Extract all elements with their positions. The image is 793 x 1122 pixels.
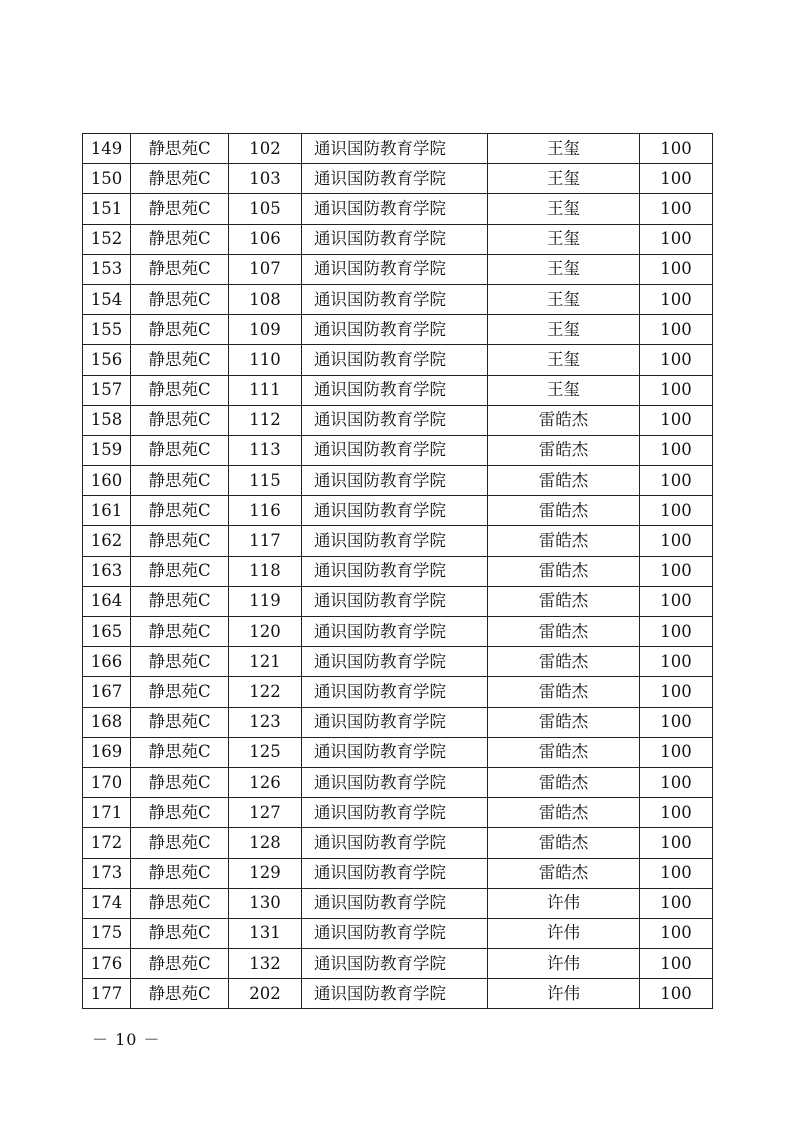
room-cell: 109 xyxy=(229,315,302,345)
table-row xyxy=(83,949,713,979)
building-cell: 静思苑C xyxy=(131,224,229,254)
college-cell: 通识国防教育学院 xyxy=(302,435,488,465)
score-cell: 100 xyxy=(640,677,713,707)
college-cell: 通识国防教育学院 xyxy=(302,828,488,858)
room-cell: 117 xyxy=(229,526,302,556)
building-cell: 静思苑C xyxy=(131,647,229,677)
building-cell: 静思苑C xyxy=(131,586,229,616)
score-cell: 100 xyxy=(640,918,713,948)
score-cell: 100 xyxy=(640,617,713,647)
row-number-cell: 168 xyxy=(83,707,131,737)
college-cell: 通识国防教育学院 xyxy=(302,556,488,586)
room-cell: 111 xyxy=(229,375,302,405)
person-cell: 雷皓杰 xyxy=(488,617,640,647)
score-cell: 100 xyxy=(640,164,713,194)
score-cell: 100 xyxy=(640,466,713,496)
table-row xyxy=(83,556,713,586)
room-cell: 128 xyxy=(229,828,302,858)
score-cell: 100 xyxy=(640,345,713,375)
room-cell: 116 xyxy=(229,496,302,526)
building-cell: 静思苑C xyxy=(131,315,229,345)
room-cell: 130 xyxy=(229,888,302,918)
person-cell: 王玺 xyxy=(488,254,640,284)
row-number-cell: 167 xyxy=(83,677,131,707)
table-body xyxy=(83,134,713,1009)
table-row xyxy=(83,858,713,888)
table-row xyxy=(83,647,713,677)
table-row xyxy=(83,888,713,918)
building-cell: 静思苑C xyxy=(131,526,229,556)
score-cell: 100 xyxy=(640,767,713,797)
row-number-cell: 161 xyxy=(83,496,131,526)
table-row xyxy=(83,798,713,828)
college-cell: 通识国防教育学院 xyxy=(302,284,488,314)
person-cell: 王玺 xyxy=(488,315,640,345)
score-cell: 100 xyxy=(640,194,713,224)
table-row xyxy=(83,375,713,405)
college-cell: 通识国防教育学院 xyxy=(302,586,488,616)
college-cell: 通识国防教育学院 xyxy=(302,647,488,677)
person-cell: 雷皓杰 xyxy=(488,586,640,616)
person-cell: 王玺 xyxy=(488,224,640,254)
score-cell: 100 xyxy=(640,737,713,767)
row-number-cell: 157 xyxy=(83,375,131,405)
building-cell: 静思苑C xyxy=(131,375,229,405)
score-cell: 100 xyxy=(640,979,713,1009)
inspection-table xyxy=(82,133,713,1009)
person-cell: 王玺 xyxy=(488,375,640,405)
table-row xyxy=(83,707,713,737)
room-cell: 126 xyxy=(229,767,302,797)
person-cell: 雷皓杰 xyxy=(488,858,640,888)
row-number-cell: 159 xyxy=(83,435,131,465)
room-cell: 112 xyxy=(229,405,302,435)
score-cell: 100 xyxy=(640,707,713,737)
college-cell: 通识国防教育学院 xyxy=(302,798,488,828)
table-row xyxy=(83,405,713,435)
table-row xyxy=(83,345,713,375)
room-cell: 118 xyxy=(229,556,302,586)
score-cell: 100 xyxy=(640,315,713,345)
person-cell: 雷皓杰 xyxy=(488,526,640,556)
row-number-cell: 156 xyxy=(83,345,131,375)
building-cell: 静思苑C xyxy=(131,677,229,707)
score-cell: 100 xyxy=(640,435,713,465)
college-cell: 通识国防教育学院 xyxy=(302,496,488,526)
college-cell: 通识国防教育学院 xyxy=(302,767,488,797)
person-cell: 雷皓杰 xyxy=(488,707,640,737)
building-cell: 静思苑C xyxy=(131,405,229,435)
row-number-cell: 163 xyxy=(83,556,131,586)
row-number-cell: 177 xyxy=(83,979,131,1009)
row-number-cell: 160 xyxy=(83,466,131,496)
college-cell: 通识国防教育学院 xyxy=(302,677,488,707)
person-cell: 许伟 xyxy=(488,949,640,979)
person-cell: 雷皓杰 xyxy=(488,767,640,797)
person-cell: 雷皓杰 xyxy=(488,737,640,767)
college-cell: 通识国防教育学院 xyxy=(302,194,488,224)
person-cell: 许伟 xyxy=(488,979,640,1009)
table-row xyxy=(83,526,713,556)
building-cell: 静思苑C xyxy=(131,737,229,767)
room-cell: 102 xyxy=(229,134,302,164)
row-number-cell: 152 xyxy=(83,224,131,254)
college-cell: 通识国防教育学院 xyxy=(302,979,488,1009)
score-cell: 100 xyxy=(640,405,713,435)
college-cell: 通识国防教育学院 xyxy=(302,254,488,284)
person-cell: 雷皓杰 xyxy=(488,496,640,526)
building-cell: 静思苑C xyxy=(131,284,229,314)
room-cell: 105 xyxy=(229,194,302,224)
person-cell: 王玺 xyxy=(488,194,640,224)
building-cell: 静思苑C xyxy=(131,617,229,647)
table-row xyxy=(83,828,713,858)
college-cell: 通识国防教育学院 xyxy=(302,617,488,647)
row-number-cell: 166 xyxy=(83,647,131,677)
row-number-cell: 155 xyxy=(83,315,131,345)
row-number-cell: 165 xyxy=(83,617,131,647)
table-row xyxy=(83,767,713,797)
person-cell: 雷皓杰 xyxy=(488,647,640,677)
college-cell: 通识国防教育学院 xyxy=(302,526,488,556)
room-cell: 122 xyxy=(229,677,302,707)
row-number-cell: 174 xyxy=(83,888,131,918)
score-cell: 100 xyxy=(640,858,713,888)
room-cell: 115 xyxy=(229,466,302,496)
score-cell: 100 xyxy=(640,556,713,586)
score-cell: 100 xyxy=(640,828,713,858)
college-cell: 通识国防教育学院 xyxy=(302,707,488,737)
building-cell: 静思苑C xyxy=(131,888,229,918)
building-cell: 静思苑C xyxy=(131,918,229,948)
row-number-cell: 175 xyxy=(83,918,131,948)
building-cell: 静思苑C xyxy=(131,979,229,1009)
college-cell: 通识国防教育学院 xyxy=(302,888,488,918)
room-cell: 123 xyxy=(229,707,302,737)
row-number-cell: 153 xyxy=(83,254,131,284)
building-cell: 静思苑C xyxy=(131,254,229,284)
table-row xyxy=(83,254,713,284)
table-row xyxy=(83,194,713,224)
building-cell: 静思苑C xyxy=(131,858,229,888)
building-cell: 静思苑C xyxy=(131,556,229,586)
room-cell: 113 xyxy=(229,435,302,465)
table-row xyxy=(83,677,713,707)
room-cell: 125 xyxy=(229,737,302,767)
college-cell: 通识国防教育学院 xyxy=(302,224,488,254)
room-cell: 119 xyxy=(229,586,302,616)
person-cell: 王玺 xyxy=(488,134,640,164)
building-cell: 静思苑C xyxy=(131,164,229,194)
building-cell: 静思苑C xyxy=(131,435,229,465)
table-row xyxy=(83,466,713,496)
score-cell: 100 xyxy=(640,798,713,828)
building-cell: 静思苑C xyxy=(131,194,229,224)
person-cell: 雷皓杰 xyxy=(488,798,640,828)
college-cell: 通识国防教育学院 xyxy=(302,315,488,345)
building-cell: 静思苑C xyxy=(131,466,229,496)
person-cell: 许伟 xyxy=(488,888,640,918)
table-row xyxy=(83,586,713,616)
score-cell: 100 xyxy=(640,134,713,164)
row-number-cell: 170 xyxy=(83,767,131,797)
score-cell: 100 xyxy=(640,888,713,918)
room-cell: 120 xyxy=(229,617,302,647)
college-cell: 通识国防教育学院 xyxy=(302,918,488,948)
college-cell: 通识国防教育学院 xyxy=(302,345,488,375)
table-row xyxy=(83,617,713,647)
room-cell: 110 xyxy=(229,345,302,375)
row-number-cell: 151 xyxy=(83,194,131,224)
table-row xyxy=(83,496,713,526)
college-cell: 通识国防教育学院 xyxy=(302,405,488,435)
room-cell: 121 xyxy=(229,647,302,677)
person-cell: 雷皓杰 xyxy=(488,677,640,707)
building-cell: 静思苑C xyxy=(131,767,229,797)
building-cell: 静思苑C xyxy=(131,496,229,526)
row-number-cell: 158 xyxy=(83,405,131,435)
score-cell: 100 xyxy=(640,586,713,616)
row-number-cell: 162 xyxy=(83,526,131,556)
score-cell: 100 xyxy=(640,254,713,284)
person-cell: 雷皓杰 xyxy=(488,405,640,435)
room-cell: 132 xyxy=(229,949,302,979)
row-number-cell: 169 xyxy=(83,737,131,767)
table-row xyxy=(83,315,713,345)
score-cell: 100 xyxy=(640,284,713,314)
building-cell: 静思苑C xyxy=(131,134,229,164)
building-cell: 静思苑C xyxy=(131,345,229,375)
row-number-cell: 164 xyxy=(83,586,131,616)
page-number: － 10 － xyxy=(92,1030,161,1049)
table-row xyxy=(83,224,713,254)
person-cell: 王玺 xyxy=(488,345,640,375)
table-row xyxy=(83,737,713,767)
score-cell: 100 xyxy=(640,375,713,405)
college-cell: 通识国防教育学院 xyxy=(302,858,488,888)
row-number-cell: 154 xyxy=(83,284,131,314)
person-cell: 雷皓杰 xyxy=(488,466,640,496)
college-cell: 通识国防教育学院 xyxy=(302,164,488,194)
score-cell: 100 xyxy=(640,224,713,254)
college-cell: 通识国防教育学院 xyxy=(302,375,488,405)
row-number-cell: 171 xyxy=(83,798,131,828)
person-cell: 许伟 xyxy=(488,918,640,948)
room-cell: 108 xyxy=(229,284,302,314)
building-cell: 静思苑C xyxy=(131,798,229,828)
college-cell: 通识国防教育学院 xyxy=(302,134,488,164)
building-cell: 静思苑C xyxy=(131,949,229,979)
room-cell: 129 xyxy=(229,858,302,888)
score-cell: 100 xyxy=(640,496,713,526)
row-number-cell: 150 xyxy=(83,164,131,194)
room-cell: 131 xyxy=(229,918,302,948)
room-cell: 107 xyxy=(229,254,302,284)
person-cell: 王玺 xyxy=(488,164,640,194)
college-cell: 通识国防教育学院 xyxy=(302,466,488,496)
row-number-cell: 149 xyxy=(83,134,131,164)
college-cell: 通识国防教育学院 xyxy=(302,949,488,979)
table-row xyxy=(83,435,713,465)
college-cell: 通识国防教育学院 xyxy=(302,737,488,767)
table-row xyxy=(83,284,713,314)
building-cell: 静思苑C xyxy=(131,828,229,858)
row-number-cell: 173 xyxy=(83,858,131,888)
table-row xyxy=(83,134,713,164)
score-cell: 100 xyxy=(640,949,713,979)
table-row xyxy=(83,918,713,948)
room-cell: 202 xyxy=(229,979,302,1009)
person-cell: 雷皓杰 xyxy=(488,556,640,586)
room-cell: 127 xyxy=(229,798,302,828)
score-cell: 100 xyxy=(640,526,713,556)
room-cell: 103 xyxy=(229,164,302,194)
row-number-cell: 176 xyxy=(83,949,131,979)
score-cell: 100 xyxy=(640,647,713,677)
building-cell: 静思苑C xyxy=(131,707,229,737)
table-row xyxy=(83,164,713,194)
room-cell: 106 xyxy=(229,224,302,254)
row-number-cell: 172 xyxy=(83,828,131,858)
table-row xyxy=(83,979,713,1009)
person-cell: 王玺 xyxy=(488,284,640,314)
person-cell: 雷皓杰 xyxy=(488,828,640,858)
person-cell: 雷皓杰 xyxy=(488,435,640,465)
